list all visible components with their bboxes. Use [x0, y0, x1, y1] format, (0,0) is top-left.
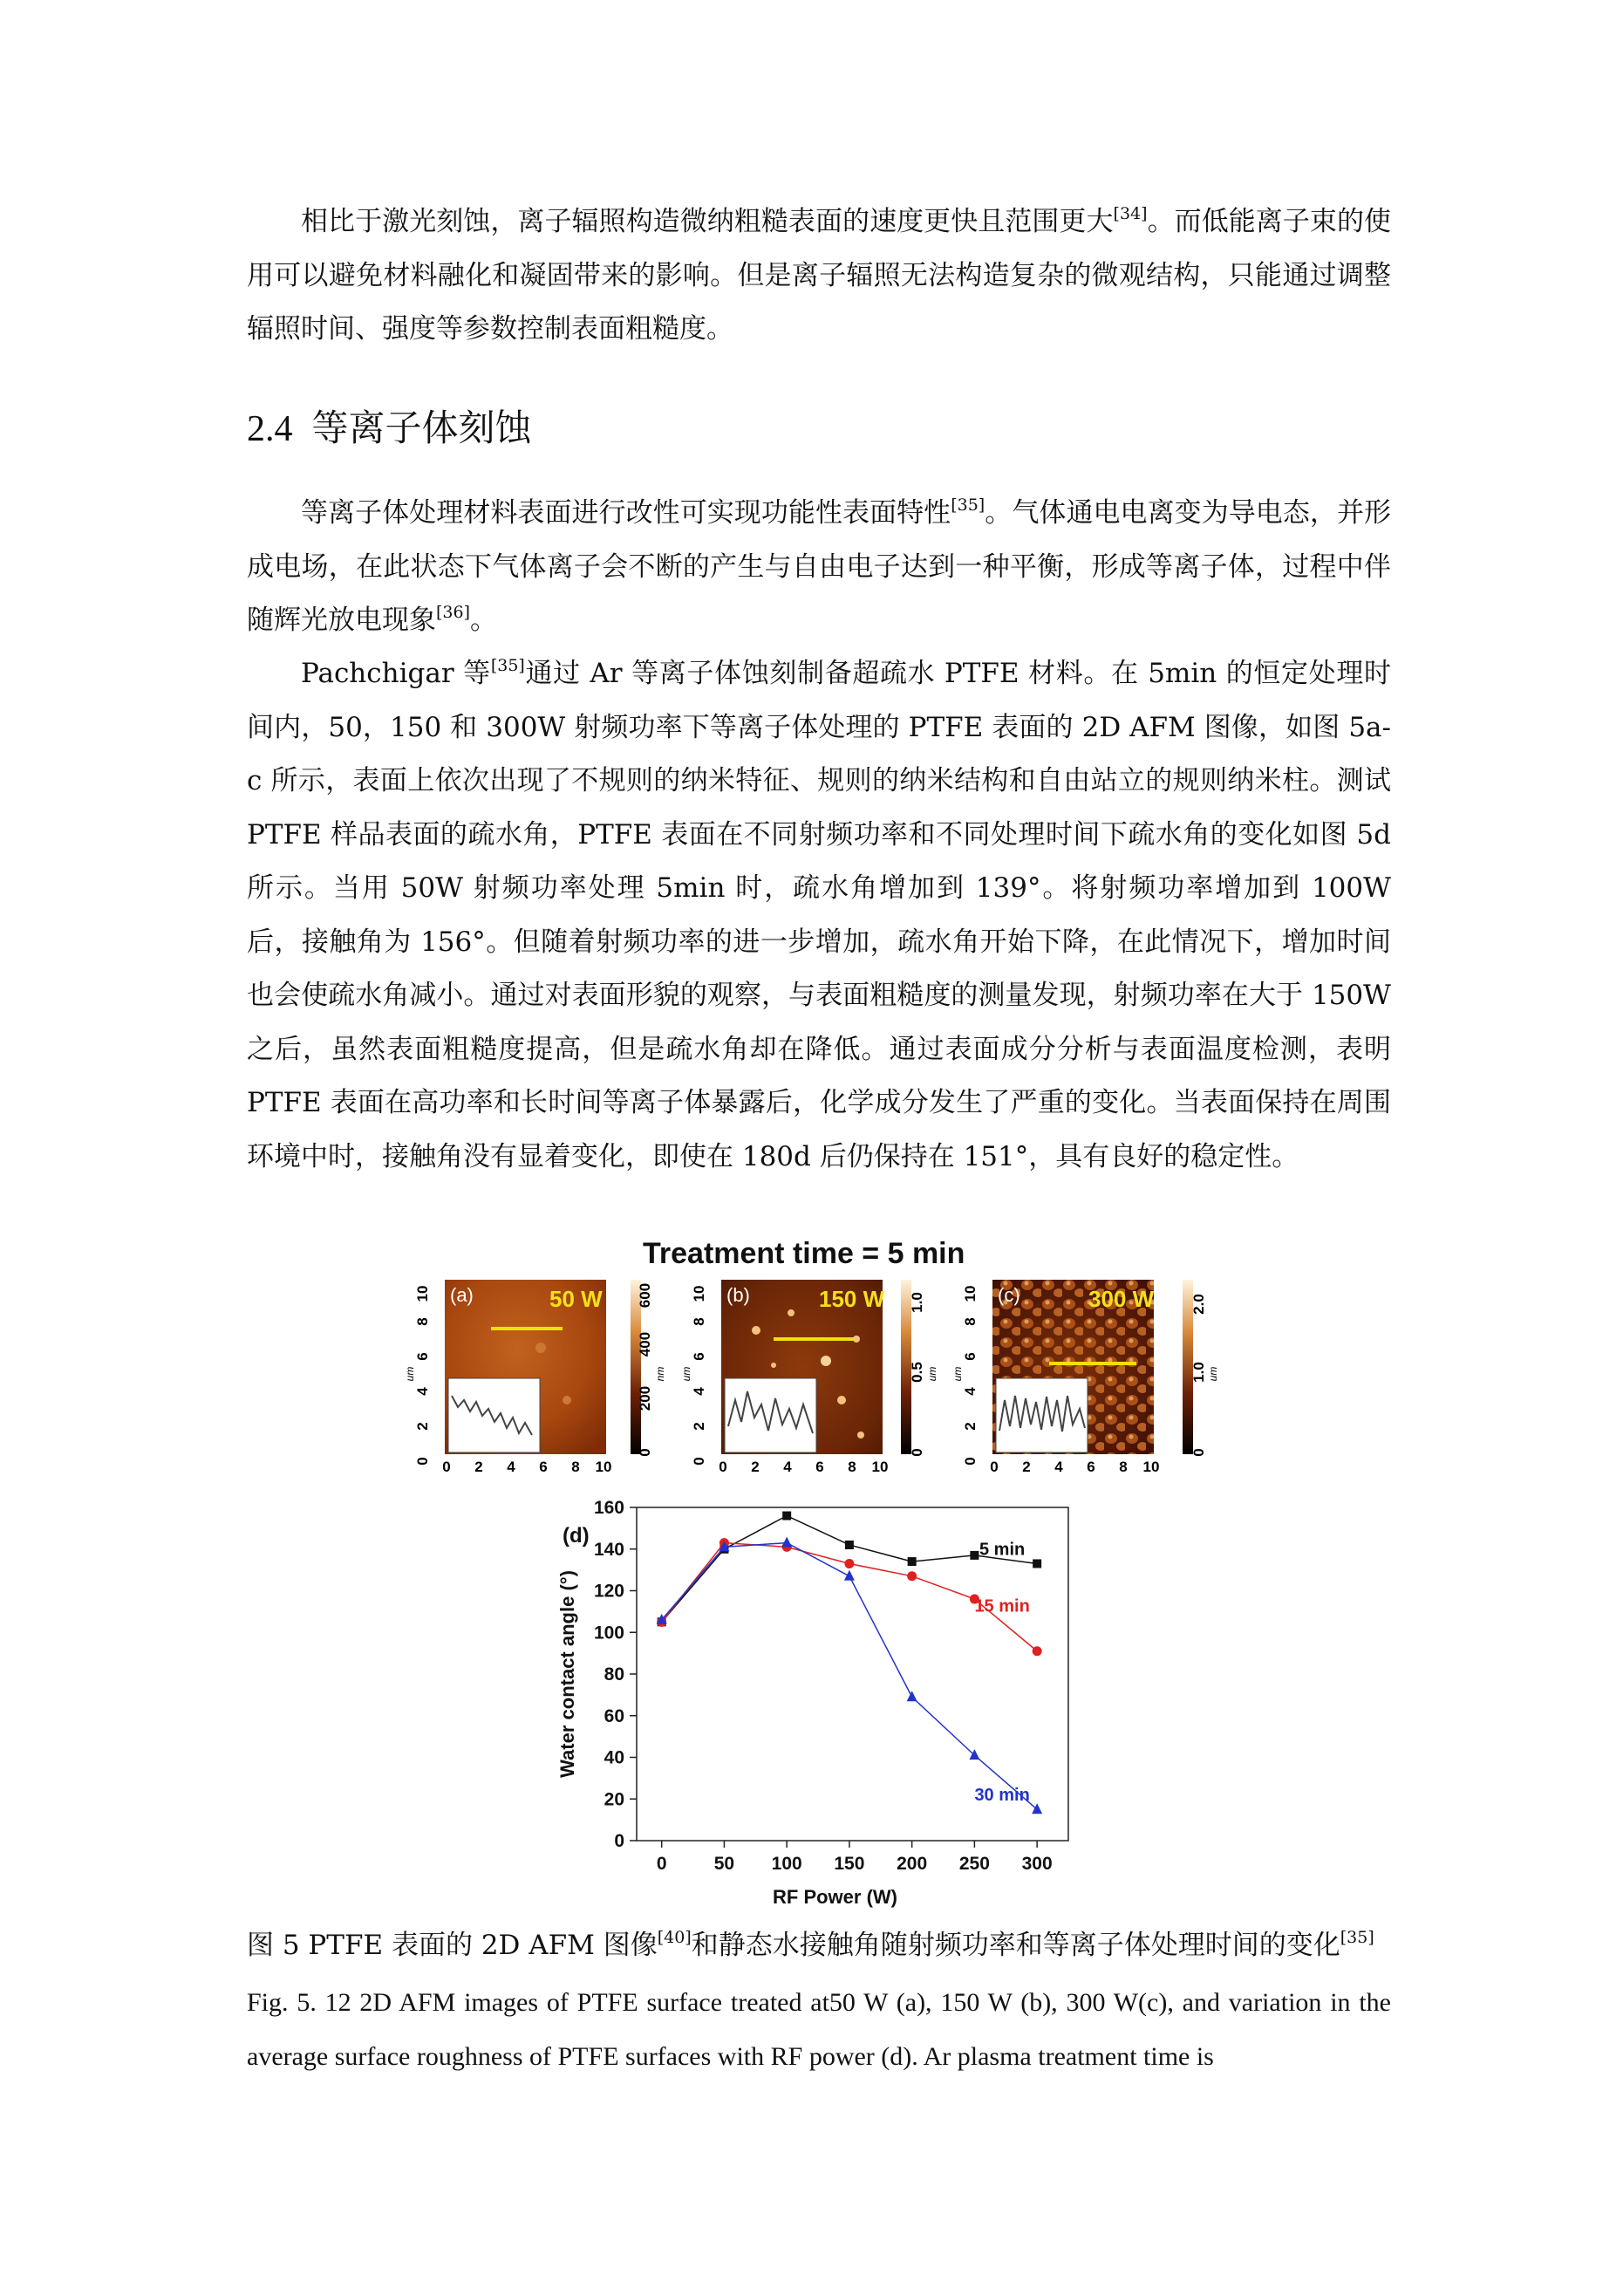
- svg-text:um: um: [951, 1366, 964, 1382]
- svg-text:um: um: [404, 1366, 416, 1382]
- para2-text-end: 。: [470, 605, 498, 636]
- data-point-5-min: [845, 1541, 854, 1549]
- x-tick-label: 200: [897, 1854, 928, 1874]
- svg-text:um: um: [680, 1366, 692, 1382]
- svg-text:0: 0: [1190, 1448, 1207, 1457]
- citation-35c[interactable]: [35]: [1340, 1928, 1374, 1947]
- y-tick-label: 60: [604, 1705, 624, 1726]
- data-point-30-min: [781, 1537, 792, 1548]
- paragraph-plasma-intro: [247, 487, 1391, 648]
- svg-text:um: um: [1207, 1366, 1219, 1382]
- svg-text:8: 8: [571, 1459, 580, 1475]
- svg-text:2: 2: [751, 1459, 760, 1475]
- data-point-15-min: [1033, 1646, 1042, 1656]
- svg-text:4: 4: [414, 1387, 431, 1396]
- data-point-30-min: [1032, 1803, 1042, 1814]
- svg-text:2: 2: [691, 1422, 707, 1431]
- svg-text:nm: nm: [654, 1366, 666, 1382]
- afm-panel-c: [951, 1278, 1219, 1478]
- para3-text: Pachchigar 等: [301, 658, 491, 689]
- afm-panel-b: [680, 1278, 939, 1478]
- svg-text:0.5: 0.5: [909, 1362, 925, 1383]
- x-tick-label: 250: [958, 1854, 990, 1874]
- data-point-5-min: [1033, 1559, 1041, 1568]
- svg-text:0: 0: [990, 1459, 999, 1475]
- data-point-30-min: [907, 1691, 917, 1701]
- y-tick-label: 120: [593, 1581, 624, 1602]
- data-point-30-min: [969, 1749, 979, 1760]
- power-label-b: 150 W: [819, 1286, 885, 1312]
- svg-text:2: 2: [414, 1422, 431, 1431]
- svg-text:6: 6: [815, 1459, 824, 1475]
- svg-text:10: 10: [595, 1459, 612, 1475]
- section-heading: [247, 400, 532, 452]
- series-label-5-min: 5 min: [979, 1540, 1026, 1560]
- profile-inset-c: [996, 1378, 1088, 1452]
- svg-text:0: 0: [414, 1457, 431, 1466]
- y-tick-label: 20: [604, 1789, 624, 1810]
- y-tick-label: 140: [593, 1539, 624, 1560]
- citation-35[interactable]: [35]: [951, 495, 985, 515]
- x-tick-label: 0: [656, 1854, 667, 1874]
- y-tick-label: 80: [604, 1664, 624, 1684]
- para2-text: 等离子体处理材料表面进行改性可实现功能性表面特性: [301, 497, 951, 529]
- svg-text:1.0: 1.0: [909, 1292, 925, 1313]
- svg-text:1.0: 1.0: [1190, 1362, 1207, 1383]
- para2-text-cont: 。气体通电电离变为导电态，并形成电场，在此状态下气体离子会不断的产生与自由电子达到一种平衡，形成等离子体，过程中伴随辉光放电现象: [247, 497, 1391, 636]
- figure-caption-zh: [247, 1919, 1391, 1971]
- x-tick-label: 150: [834, 1854, 865, 1874]
- caption-zh-text-cont: 和静态水接触角随射频功率和等离子体处理时间的变化: [691, 1930, 1340, 1961]
- section-title: 等离子体刻蚀: [311, 407, 532, 449]
- svg-text:0: 0: [637, 1448, 653, 1457]
- svg-text:8: 8: [414, 1317, 431, 1326]
- panel-label-a: (a): [450, 1284, 474, 1306]
- citation-34[interactable]: [34]: [1113, 204, 1148, 223]
- svg-text:4: 4: [691, 1387, 707, 1396]
- svg-text:0: 0: [442, 1459, 451, 1475]
- x-tick-label: 100: [771, 1854, 802, 1874]
- svg-text:0: 0: [962, 1457, 979, 1466]
- power-label-c: 300 W: [1088, 1286, 1155, 1312]
- contact-angle-chart: [541, 1492, 1081, 1910]
- svg-text:2: 2: [962, 1422, 979, 1431]
- x-axis-label: RF Power (W): [773, 1886, 897, 1908]
- svg-text:4: 4: [1054, 1459, 1063, 1475]
- svg-text:10: 10: [1142, 1459, 1160, 1475]
- panel-label-b: (b): [726, 1284, 750, 1306]
- profile-inset-a: [448, 1378, 540, 1452]
- svg-text:4: 4: [962, 1387, 979, 1396]
- citation-40[interactable]: [40]: [657, 1928, 692, 1947]
- svg-text:4: 4: [783, 1459, 792, 1475]
- svg-text:10: 10: [962, 1285, 979, 1302]
- svg-text:400: 400: [637, 1331, 653, 1357]
- data-point-30-min: [844, 1570, 855, 1581]
- figure-title: Treatment time = 5 min: [643, 1237, 965, 1270]
- series-line-30-min: [662, 1543, 1037, 1810]
- data-point-5-min: [782, 1512, 791, 1520]
- para1-text-cont: 。而低能离子束的使用可以避免材料融化和凝固带来的影响。但是离子辐照无法构造复杂的微观结构，只能通过调整辐照时间、强度等参数控制表面粗糙度。: [247, 206, 1392, 345]
- y-tick-label: 0: [614, 1831, 624, 1851]
- svg-text:10: 10: [414, 1285, 431, 1302]
- y-tick-label: 160: [593, 1498, 624, 1518]
- panel-label-d: (d): [563, 1524, 590, 1548]
- afm-panel-a: [404, 1278, 667, 1478]
- svg-text:um: um: [926, 1366, 938, 1382]
- para3-text-cont: 通过 Ar 等离子体蚀刻制备超疏水 PTFE 材料。在 5min 的恒定处理时间内，50，150 和 300W 射频功率下等离子体处理的 PTFE 表面的 2D AFM 图像，如图 5a-c 所示，表面上依次出现了不规则的纳米特征、规则的纳米结构和自由站立的规则纳米柱。测试 PTFE 样品表面的疏水角，PTFE 表面在不同射频功率和不同处理时间下疏水角的变化如图 5d 所示。当用 50W 射频功率处理 5min 时，疏水角增加到 139°。将射频功率增加到 100W 后，接触角为 156°。但随着射频功率的进一步增加，疏水角开始下降，在此情况下，增加时间也会使疏水角减小。通过对表面形貌的观察，与表面粗糙度的测量发现，射频功率在大于 150W 之后，虽然表面粗糙度提高，但是疏水角却在降低。通过表面成分分析与表面温度检测，表明 PTFE 表面在高功率和长时间等离子体暴露后，化学成分发生了严重的变化。当表面保持在周围环境中时，接触角没有显着变化，即使在 180d 后仍保持在 151°，具有良好的稳定性。: [247, 658, 1392, 1172]
- svg-text:200: 200: [637, 1385, 653, 1411]
- paragraph-intro: [247, 195, 1391, 357]
- svg-text:6: 6: [1087, 1459, 1095, 1475]
- data-point-5-min: [970, 1551, 979, 1560]
- power-label-a: 50 W: [549, 1286, 603, 1312]
- data-point-5-min: [908, 1557, 917, 1566]
- svg-text:8: 8: [691, 1317, 707, 1326]
- caption-zh-text: 图 5 PTFE 表面的 2D AFM 图像: [247, 1930, 658, 1961]
- svg-text:2: 2: [474, 1459, 483, 1475]
- data-point-15-min: [907, 1571, 917, 1581]
- citation-36[interactable]: [36]: [436, 603, 471, 622]
- svg-text:600: 600: [637, 1282, 653, 1309]
- svg-text:4: 4: [507, 1459, 515, 1475]
- svg-text:2: 2: [1022, 1459, 1031, 1475]
- svg-text:10: 10: [691, 1285, 707, 1302]
- svg-text:0: 0: [909, 1448, 925, 1457]
- svg-text:6: 6: [414, 1352, 431, 1361]
- profile-inset-b: [725, 1378, 816, 1452]
- citation-35b[interactable]: [35]: [490, 656, 525, 675]
- svg-text:6: 6: [691, 1352, 707, 1361]
- svg-text:8: 8: [1119, 1459, 1128, 1475]
- y-axis-label: Water contact angle (°): [556, 1570, 578, 1778]
- x-tick-label: 300: [1021, 1854, 1053, 1874]
- svg-text:0: 0: [691, 1457, 707, 1466]
- svg-text:8: 8: [962, 1317, 979, 1326]
- svg-text:10: 10: [871, 1459, 889, 1475]
- paragraph-pachchigar: [247, 647, 1391, 1184]
- svg-text:8: 8: [848, 1459, 856, 1475]
- svg-text:0: 0: [719, 1459, 727, 1475]
- data-point-15-min: [844, 1559, 854, 1568]
- series-label-15-min: 15 min: [974, 1596, 1030, 1616]
- svg-text:2.0: 2.0: [1190, 1294, 1207, 1315]
- x-tick-label: 50: [713, 1854, 735, 1874]
- svg-text:6: 6: [539, 1459, 548, 1475]
- svg-text:6: 6: [962, 1352, 979, 1361]
- section-number: 2.4: [247, 409, 293, 449]
- series-label-30-min: 30 min: [974, 1786, 1030, 1806]
- y-tick-label: 100: [593, 1623, 624, 1643]
- para1-text: 相比于激光刻蚀，离子辐照构造微纳粗糙表面的速度更快且范围更大: [301, 206, 1114, 237]
- figure-caption-en: Fig. 5. 12 2D AFM images of PTFE surface treated at50 W (a), 150 W (b), 300 W(c), and variation in the average surface roughness of PTFE surfaces with RF power (d). Ar plasma treatment time is: [247, 1988, 1391, 2071]
- panel-label-c: (c): [998, 1284, 1020, 1306]
- y-tick-label: 40: [604, 1747, 624, 1768]
